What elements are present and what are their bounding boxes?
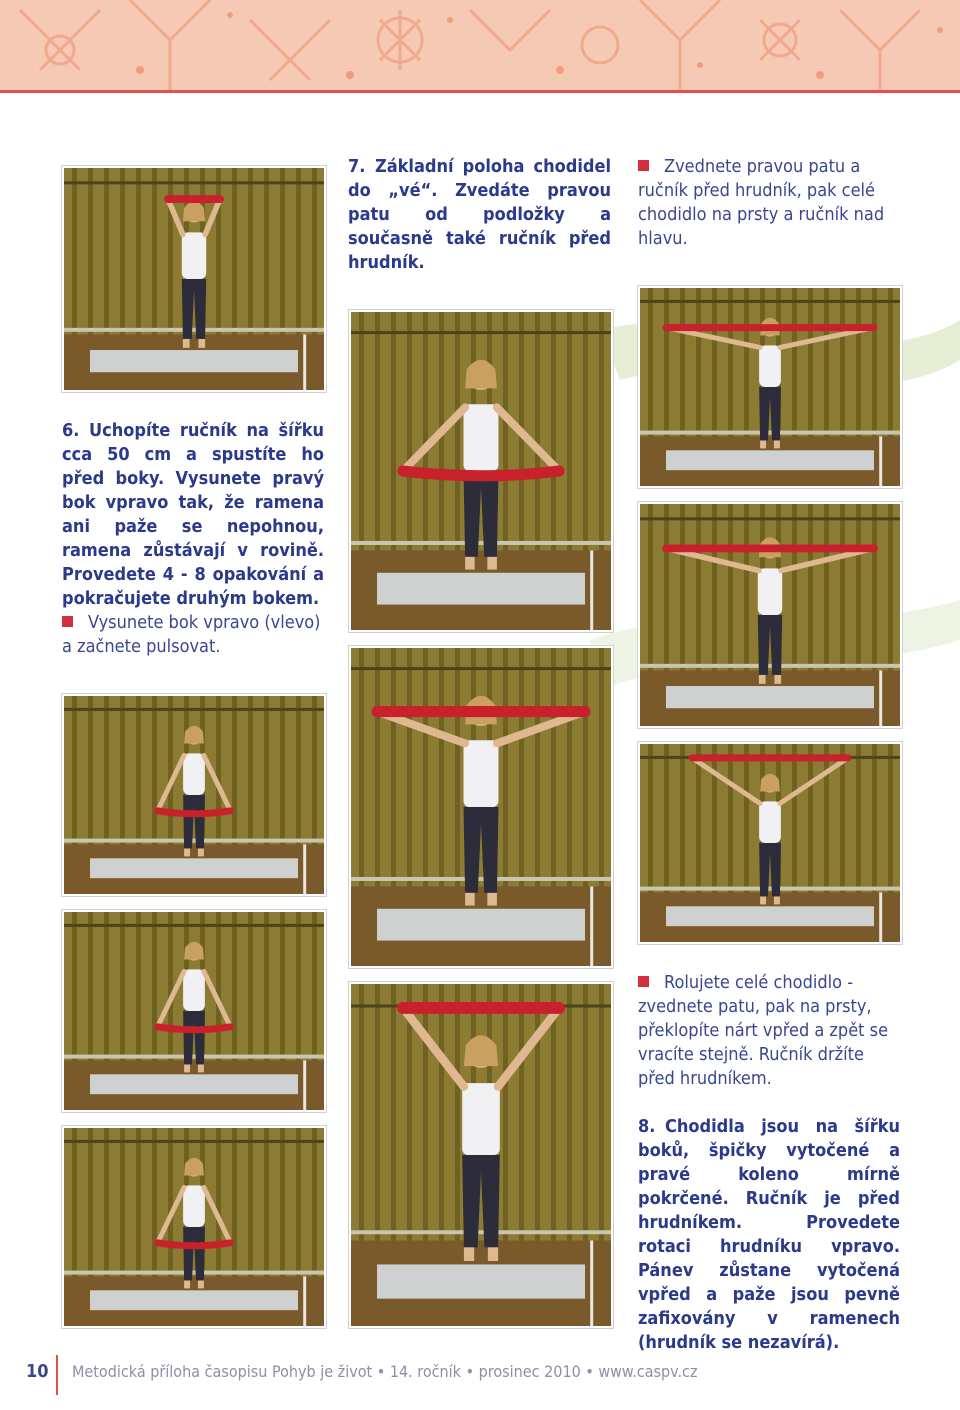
step8-paragraph bbox=[638, 1115, 900, 1355]
footer-text: Metodická příloha časopisu Pohyb je život • 14. ročník • prosinec 2010 • www.caspv.cz bbox=[72, 1362, 698, 1381]
header-rule bbox=[0, 90, 960, 93]
header-banner bbox=[0, 0, 960, 90]
exercise-photo bbox=[349, 982, 613, 1328]
bullet-square-icon bbox=[62, 616, 73, 627]
exercise-photo bbox=[638, 502, 902, 728]
footer-rule bbox=[56, 1355, 58, 1395]
page-number: 10 bbox=[26, 1361, 49, 1382]
step7-variant-paragraph bbox=[638, 155, 898, 251]
exercise-photo bbox=[62, 166, 326, 392]
step7-number: 7. bbox=[348, 156, 366, 177]
step6-paragraph bbox=[62, 419, 324, 659]
step7-paragraph bbox=[348, 155, 611, 275]
bullet-square-icon bbox=[638, 976, 649, 987]
exercise-photo bbox=[349, 646, 613, 968]
step6-number: 6. bbox=[62, 420, 80, 441]
exercise-photo-illustration bbox=[64, 1128, 324, 1326]
exercise-photo bbox=[62, 910, 326, 1112]
exercise-photo bbox=[62, 694, 326, 896]
exercise-photo bbox=[638, 742, 902, 944]
exercise-photo-illustration bbox=[351, 648, 611, 966]
exercise-photo-illustration bbox=[640, 504, 900, 726]
exercise-photo bbox=[638, 286, 902, 488]
exercise-photo bbox=[349, 310, 613, 632]
exercise-photo-illustration bbox=[64, 168, 324, 390]
step7-text: Základní poloha chodidel do „vé“. Zvedáte pravou patu od podložky a současně také ručník před hrudník. bbox=[348, 156, 611, 273]
step6-text: Uchopíte ručník na šířku cca 50 cm a spustíte ho před boky. Vysunete pravý bok vpravo tak, že ramena ani paže se nepohnou, ramena zůstávají v rovině. Provedete 4 - 8 opakování a pokračujete druhým bokem. bbox=[62, 420, 324, 609]
bullet-square-icon bbox=[638, 160, 649, 171]
roll-note-text: Rolujete celé chodidlo - zvednete patu, pak na prsty, překlopíte nárt vpřed a zpět se vracíte stejně. Ručník držíte před hrudníkem. bbox=[638, 972, 889, 1089]
step8-text: Chodidla jsou na šířku boků, špičky vytočené a pravé koleno mírně pokrčené. Ručník je před hrudníkem. Provedete rotaci hrudníku vpravo. Pánev zůstane vytočená vpřed a paže jsou pevně zafixovány v ramenech (hrudník se nezavírá). bbox=[638, 1116, 900, 1353]
roll-note-paragraph bbox=[638, 971, 900, 1091]
exercise-photo-illustration bbox=[640, 744, 900, 942]
exercise-photo-illustration bbox=[640, 288, 900, 486]
step6-variant-text: Vysunete bok vpravo (vlevo) a začnete pulsovat. bbox=[62, 612, 321, 657]
exercise-photo bbox=[62, 1126, 326, 1328]
exercise-photo-illustration bbox=[64, 696, 324, 894]
exercise-photo-illustration bbox=[351, 984, 611, 1326]
step7-variant-text: Zvednete pravou patu a ručník před hrudník, pak celé chodidlo na prsty a ručník nad hlavu. bbox=[638, 156, 885, 249]
snowflake-pattern-decoration bbox=[0, 0, 960, 90]
exercise-photo-illustration bbox=[351, 312, 611, 630]
exercise-photo-illustration bbox=[64, 912, 324, 1110]
page-footer bbox=[0, 1355, 960, 1410]
step8-number: 8. bbox=[638, 1116, 656, 1137]
